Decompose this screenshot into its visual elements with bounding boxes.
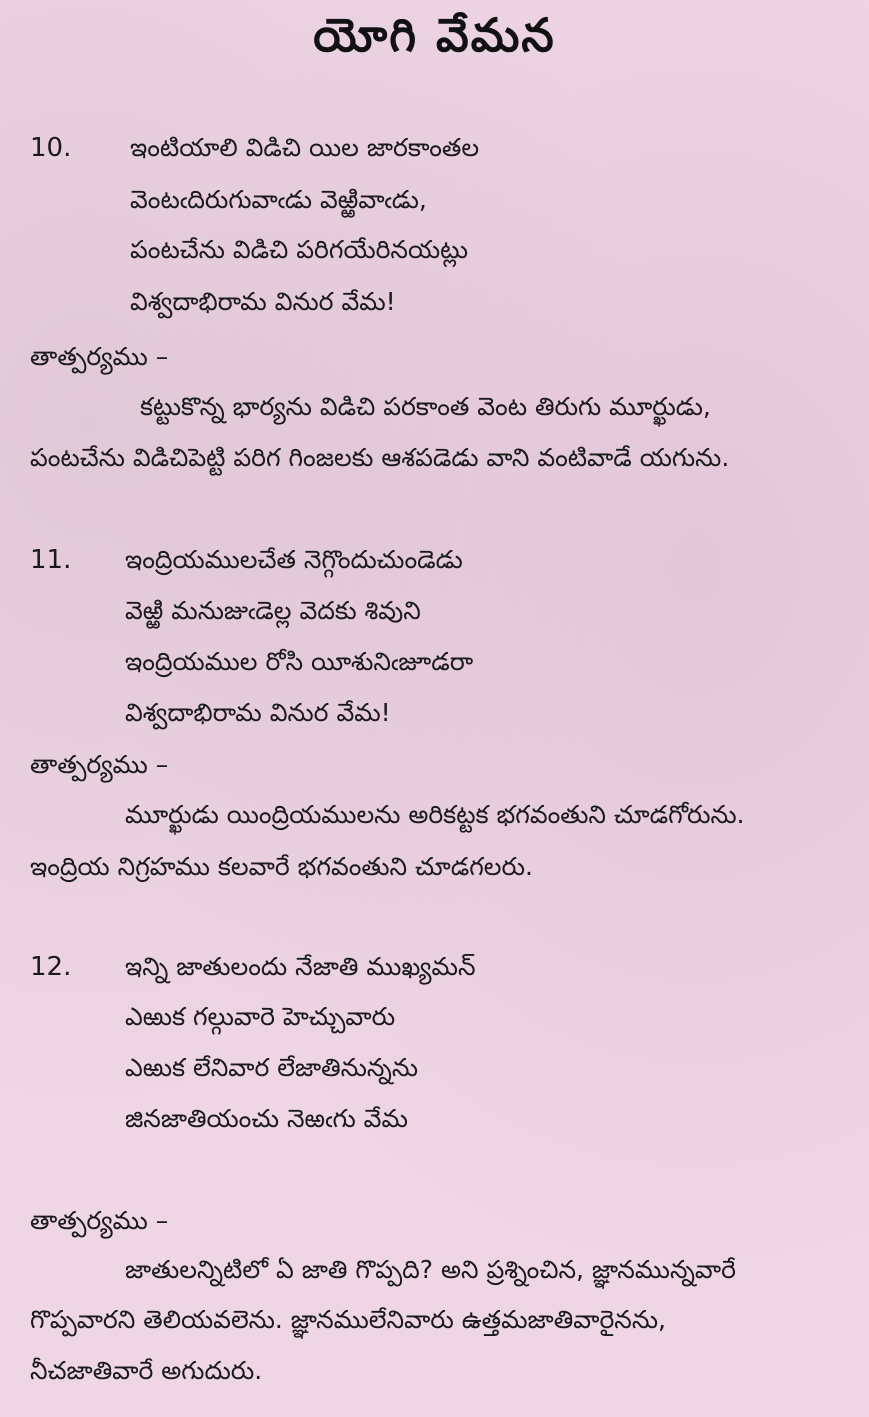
poem-number: 12. [30,952,72,982]
meaning-line: జాతులన్నిటిలో ఏ జాతి గొప్పది? అని ప్రశ్నించిన, జ్ఞానమున్నవారే [125,1255,736,1284]
poem-number: 11. [30,545,72,575]
poem-line: ఎఱుక లేనివార లేజాతినున్నను [125,1053,419,1082]
meaning-line: గొప్పవారని తెలియవలెను. జ్ఞానములేనివారు ఉత్తమజాతివారైనను, [30,1305,666,1334]
poem-line: విశ్వదాభిరామ వినుర వేమ! [130,287,396,316]
poem-line: జినజాతియంచు నెఱఁగు వేమ [125,1104,408,1133]
poem-line: వెంటఁదిరుగువాఁడు వెఱ్ఱివాఁడు, [130,185,427,214]
meaning-label: తాత్పర్యము – [30,342,169,371]
poem-line: ఇంద్రియములచేత నెగ్గొందుచుండెడు [125,545,463,574]
poem-line: విశ్వదాభిరామ వినుర వేమ! [125,698,391,727]
poem-line: వెఱ్ఱి మనుజుఁడెల్ల వెదకు శివుని [125,596,421,625]
page-title: యోగి వేమన [313,8,556,62]
poem-line: ఎఱుక గల్గువారె హెచ్చువారు [125,1002,396,1031]
meaning-line: నీచజాతివారే అగుదురు. [30,1356,263,1385]
meaning-line: ఇంద్రియ నిగ్రహము కలవారే భగవంతుని చూడగలరు. [30,852,533,881]
meaning-line: కట్టుకొన్న భార్యను విడిచి పరకాంత వెంట తిరుగు మూర్ఖుడు, [140,392,711,421]
poem-number: 10. [30,133,72,163]
meaning-line: మూర్ఖుడు యింద్రియములను అరికట్టక భగవంతుని చూడగోరును. [125,800,745,829]
poem-line: ఇంటియాలి విడిచి యిల జారకాంతల [130,133,480,162]
poem-line: ఇన్ని జాతులందు నేజాతి ముఖ్యమన్ [125,952,476,981]
meaning-label: తాత్పర్యము – [30,750,169,779]
poem-line: పంటచేను విడిచి పరిగయేరినయట్లు [130,235,469,264]
meaning-label: తాత్పర్యము – [30,1206,169,1235]
meaning-line: పంటచేను విడిచిపెట్టి పరిగ గింజలకు ఆశపడెడు వాని వంటివాడే యగును. [30,443,730,472]
poem-line: ఇంద్రియముల రోసి యీశునిఁజూడరా [125,647,474,676]
